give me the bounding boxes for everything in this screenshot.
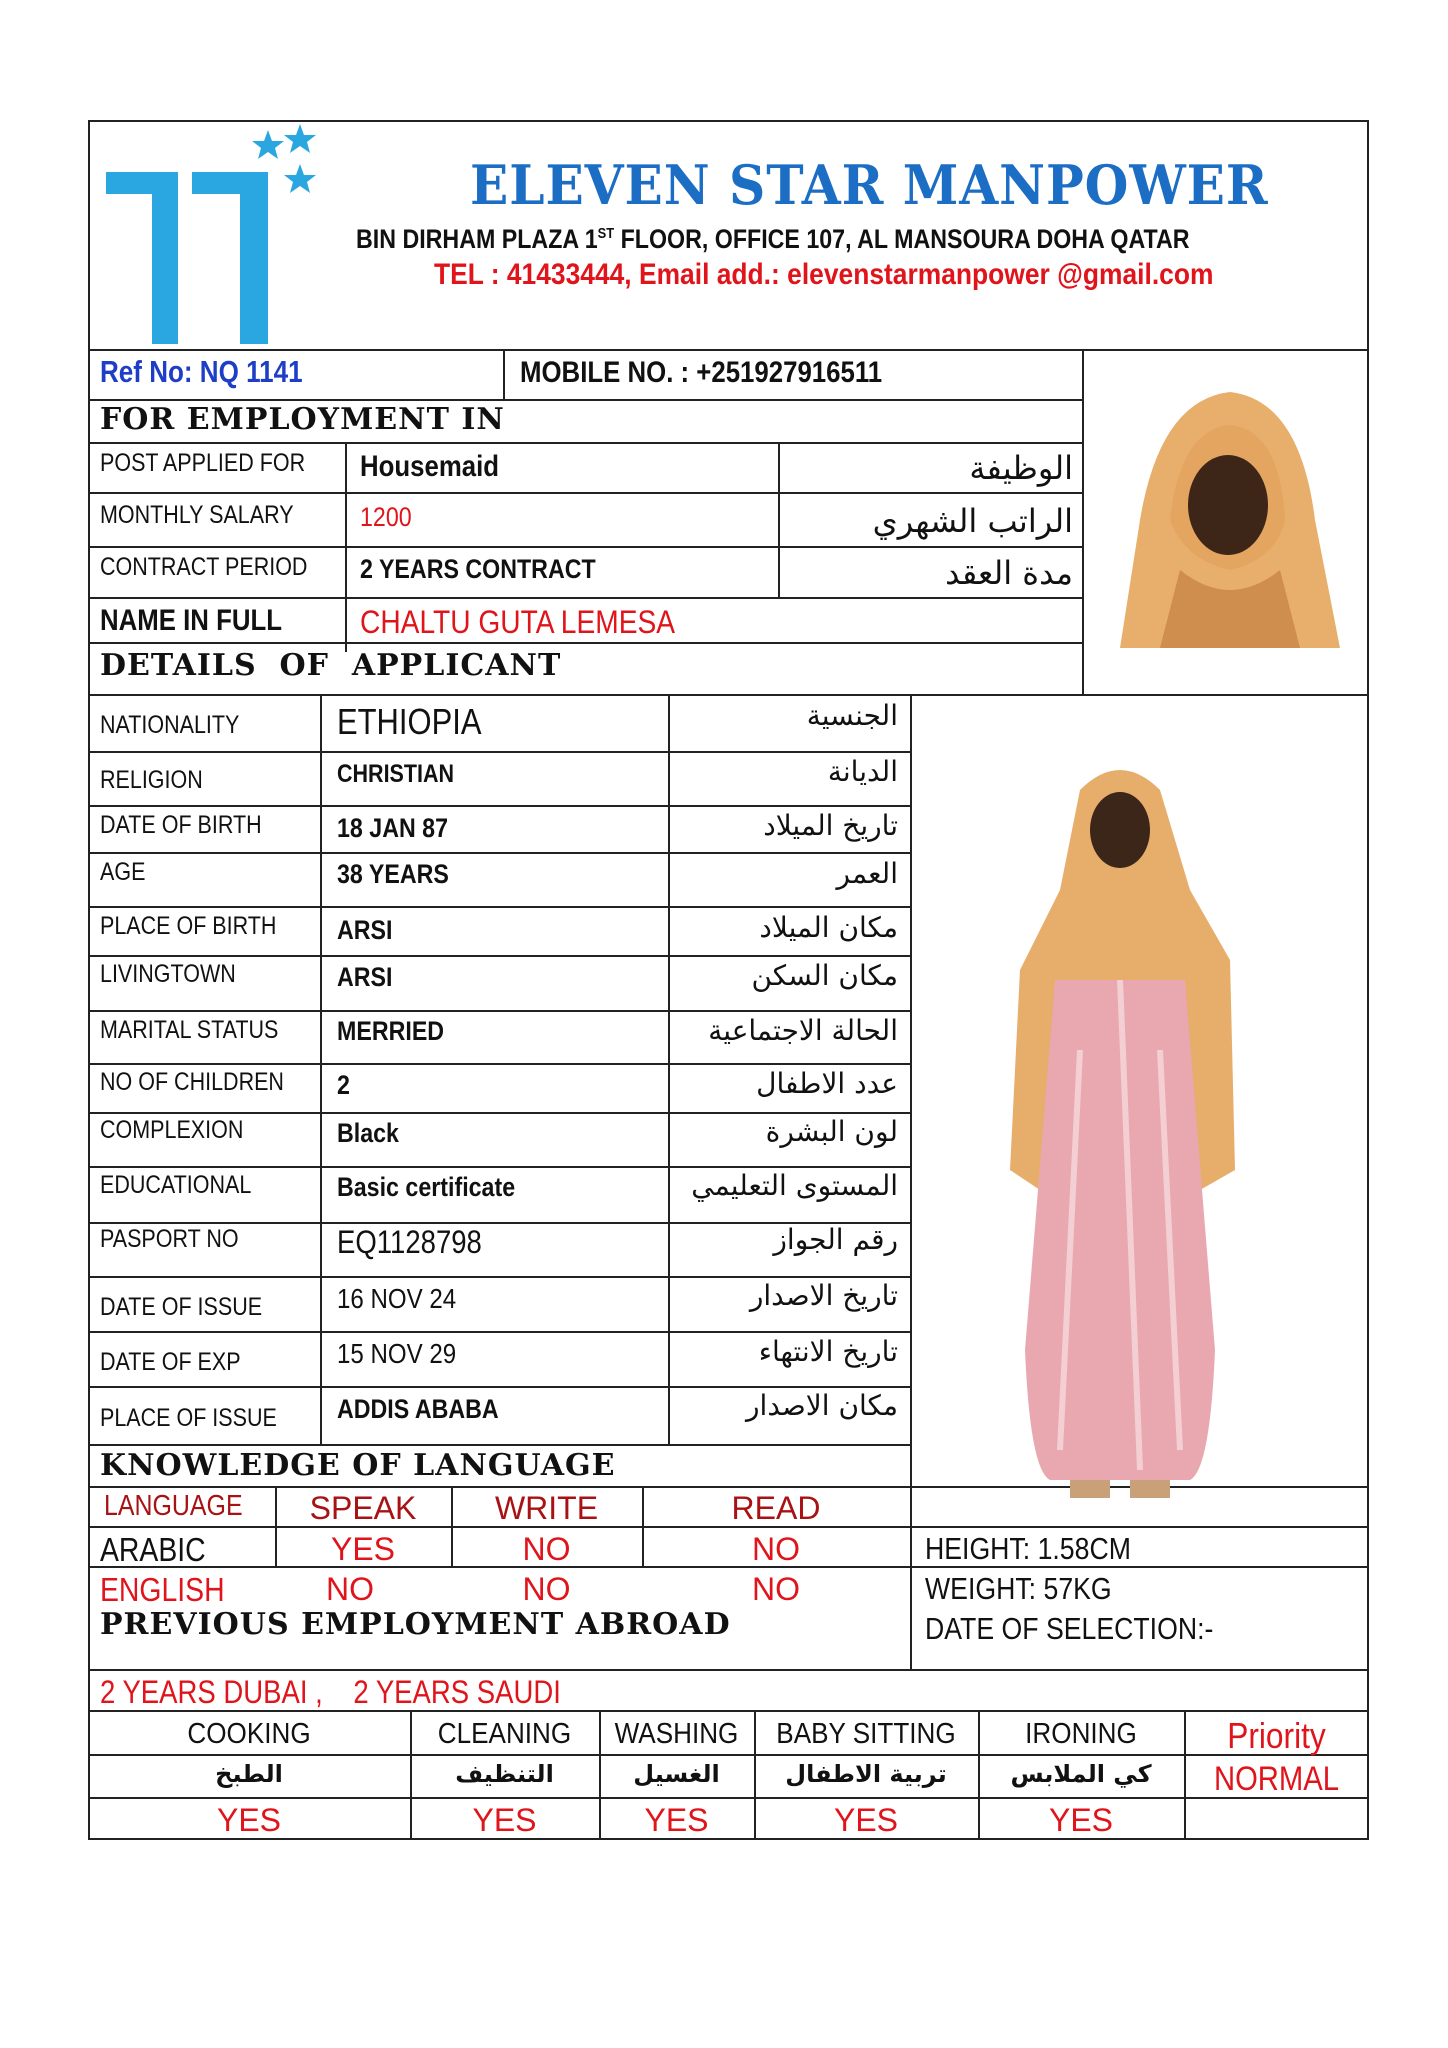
detail-label: DATE OF EXP bbox=[100, 1348, 241, 1376]
detail-arabic: تاريخ الاصدار bbox=[749, 1279, 898, 1312]
language-write: NO bbox=[522, 1571, 571, 1607]
detail-value: EQ1128798 bbox=[337, 1224, 482, 1260]
detail-label: DATE OF BIRTH bbox=[100, 811, 262, 839]
detail-label: NATIONALITY bbox=[100, 711, 240, 739]
detail-label: NO OF CHILDREN bbox=[100, 1068, 284, 1096]
language-name: ARABIC bbox=[100, 1531, 206, 1568]
language-col-header: SPEAK bbox=[309, 1490, 417, 1526]
previous-employment-heading: PREVIOUS EMPLOYMENT ABROAD bbox=[100, 1607, 731, 1642]
language-heading: KNOWLEDGE OF LANGUAGE bbox=[100, 1448, 616, 1483]
employment-heading: FOR EMPLOYMENT IN bbox=[100, 402, 505, 437]
skill-arabic: كي الملابس bbox=[1010, 1760, 1152, 1788]
detail-value: ETHIOPIA bbox=[337, 701, 482, 742]
language-read: NO bbox=[752, 1531, 800, 1567]
detail-arabic: المستوى التعليمي bbox=[691, 1169, 898, 1202]
detail-value: Black bbox=[337, 1118, 399, 1148]
employment-value: 2 YEARS CONTRACT bbox=[360, 554, 596, 584]
skill-arabic: الطبخ bbox=[215, 1760, 283, 1788]
detail-value: CHRISTIAN bbox=[337, 760, 455, 788]
detail-arabic: لون البشرة bbox=[765, 1115, 898, 1148]
skill-arabic: التنظيف bbox=[455, 1760, 554, 1788]
detail-label: PLACE OF BIRTH bbox=[100, 912, 277, 940]
skill-value: YES bbox=[472, 1802, 537, 1838]
detail-value: 18 JAN 87 bbox=[337, 813, 449, 843]
skill-name: IRONING bbox=[1025, 1718, 1137, 1750]
skill-name: COOKING bbox=[187, 1718, 311, 1750]
priority-label: Priority bbox=[1227, 1715, 1326, 1756]
detail-arabic: عدد الاطفال bbox=[756, 1067, 898, 1100]
detail-label: PLACE OF ISSUE bbox=[100, 1404, 277, 1432]
detail-label: DATE OF ISSUE bbox=[100, 1293, 263, 1321]
employment-label: POST APPLIED FOR bbox=[100, 449, 306, 477]
detail-arabic: مكان السكن bbox=[751, 959, 898, 992]
detail-value: ADDIS ABABA bbox=[337, 1394, 499, 1424]
detail-value: ARSI bbox=[337, 915, 393, 945]
detail-arabic: مكان الاصدار bbox=[746, 1389, 898, 1422]
detail-label: RELIGION bbox=[100, 766, 203, 794]
mobile-number: MOBILE NO. : +251927916511 bbox=[520, 356, 883, 389]
height-value: HEIGHT: 1.58CM bbox=[925, 1531, 1131, 1566]
detail-label: COMPLEXION bbox=[100, 1116, 244, 1144]
detail-arabic: الحالة الاجتماعية bbox=[708, 1014, 898, 1047]
date-of-selection: DATE OF SELECTION:- bbox=[925, 1611, 1214, 1646]
detail-arabic: العمر bbox=[836, 857, 898, 890]
language-read: NO bbox=[752, 1571, 800, 1607]
passport-photo-graphic bbox=[1100, 370, 1350, 648]
skill-name: BABY SITTING bbox=[776, 1718, 956, 1750]
company-name: ELEVEN STAR MANPOWER bbox=[470, 153, 1269, 217]
detail-arabic: تاريخ الانتهاء bbox=[758, 1335, 898, 1368]
employment-arabic: مدة العقد bbox=[945, 554, 1073, 592]
language-write: NO bbox=[522, 1531, 571, 1567]
name-value: CHALTU GUTA LEMESA bbox=[360, 604, 676, 640]
detail-value: 16 NOV 24 bbox=[337, 1283, 457, 1314]
detail-label: EDUCATIONAL bbox=[100, 1171, 252, 1199]
detail-value: 2 bbox=[337, 1070, 350, 1100]
employment-label: MONTHLY SALARY bbox=[100, 501, 294, 529]
language-speak: YES bbox=[330, 1531, 396, 1567]
language-col-header: READ bbox=[731, 1490, 821, 1526]
salary-value: 1200 bbox=[360, 502, 412, 532]
skill-arabic: الغسيل bbox=[633, 1760, 720, 1788]
detail-value: MERRIED bbox=[337, 1016, 445, 1046]
skill-name: CLEANING bbox=[437, 1718, 572, 1750]
language-col-header: LANGUAGE bbox=[104, 1490, 243, 1522]
address-part: BIN DIRHAM PLAZA 1 bbox=[356, 224, 598, 254]
employment-arabic: الراتب الشهري bbox=[872, 502, 1073, 540]
detail-arabic: مكان الميلاد bbox=[759, 911, 898, 944]
priority-value: NORMAL bbox=[1213, 1760, 1340, 1798]
detail-label: LIVINGTOWN bbox=[100, 960, 236, 988]
skill-arabic: تربية الاطفال bbox=[785, 1760, 947, 1788]
employment-arabic: الوظيفة bbox=[969, 449, 1073, 487]
address-part: FLOOR, OFFICE 107, AL MANSOURA DOHA QATAR bbox=[614, 224, 1190, 254]
skill-name: WASHING bbox=[614, 1718, 739, 1750]
ref-number: Ref No: NQ 1141 bbox=[100, 354, 303, 389]
employment-label: CONTRACT PERIOD bbox=[100, 553, 308, 581]
skill-value: YES bbox=[833, 1802, 899, 1838]
details-heading: DETAILS OF APPLICANT bbox=[100, 648, 562, 683]
applicant-full-photo bbox=[1000, 750, 1240, 1520]
language-name: ENGLISH bbox=[100, 1571, 225, 1608]
skill-value: YES bbox=[1048, 1802, 1114, 1838]
detail-label: AGE bbox=[100, 858, 146, 886]
detail-arabic: الديانة bbox=[827, 755, 898, 788]
language-col-header: WRITE bbox=[494, 1490, 599, 1526]
detail-arabic: الجنسية bbox=[806, 699, 898, 732]
skill-value: YES bbox=[644, 1802, 709, 1838]
detail-arabic: تاريخ الميلاد bbox=[763, 809, 898, 842]
detail-label: MARITAL STATUS bbox=[100, 1016, 279, 1044]
detail-label: PASPORT NO bbox=[100, 1225, 239, 1253]
previous-employment-text: 2 YEARS DUBAI , 2 YEARS SAUDI bbox=[100, 1674, 561, 1710]
detail-value: 15 NOV 29 bbox=[337, 1338, 457, 1369]
detail-value: 38 YEARS bbox=[337, 859, 449, 889]
employment-value: Housemaid bbox=[360, 450, 500, 483]
language-speak: NO bbox=[326, 1571, 374, 1607]
detail-value: Basic certificate bbox=[337, 1172, 516, 1202]
address-superscript: ST bbox=[597, 225, 615, 242]
detail-arabic: رقم الجواز bbox=[773, 1223, 898, 1256]
name-label: NAME IN FULL bbox=[100, 604, 283, 637]
weight-value: WEIGHT: 57KG bbox=[925, 1571, 1112, 1606]
skill-value: YES bbox=[216, 1802, 282, 1838]
company-contact: TEL : 41433444, Email add.: elevenstarmanpower @gmail.com bbox=[434, 258, 1214, 291]
applicant-passport-photo bbox=[1100, 370, 1350, 648]
full-photo-graphic bbox=[1000, 750, 1240, 1520]
detail-value: ARSI bbox=[337, 962, 393, 992]
